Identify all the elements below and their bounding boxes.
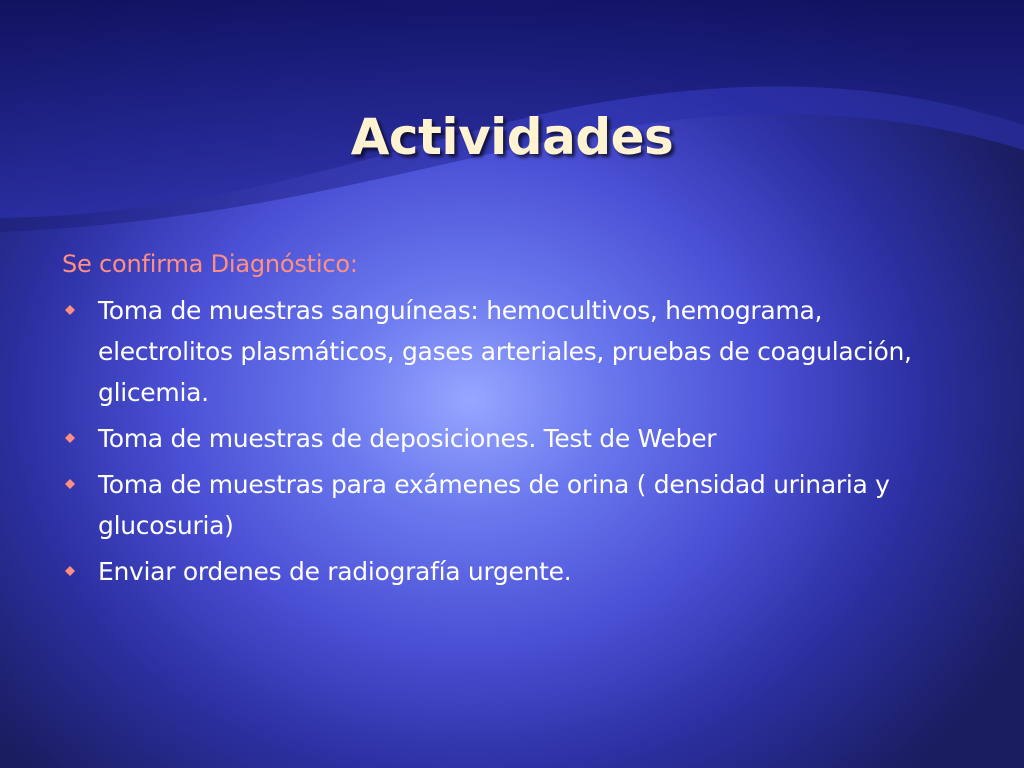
bullet-list [62,290,962,592]
slide-title: Actividades [350,108,674,166]
list-item [62,290,962,413]
diamond-bullet-icon [63,303,77,317]
diamond-bullet-icon [63,431,77,445]
intro-text: Se confirma Diagnóstico: [62,250,358,278]
list-item-text: Toma de muestras para exámenes de orina ( densidad urinaria y glucosuria) [98,470,890,540]
list-item [62,418,962,459]
list-item [62,464,962,546]
slide-content [62,250,962,597]
diamond-bullet-icon [63,477,77,491]
diamond-bullet-icon [63,564,77,578]
list-item-text: Toma de muestras sanguíneas: hemocultivos, hemograma, electrolitos plasmáticos, gases arteriales, pruebas de coagulación, glicemia. [98,296,912,407]
list-item-text: Enviar ordenes de radiografía urgente. [98,557,572,586]
list-item [62,551,962,592]
list-item-text: Toma de muestras de deposiciones. Test de Weber [98,424,717,453]
